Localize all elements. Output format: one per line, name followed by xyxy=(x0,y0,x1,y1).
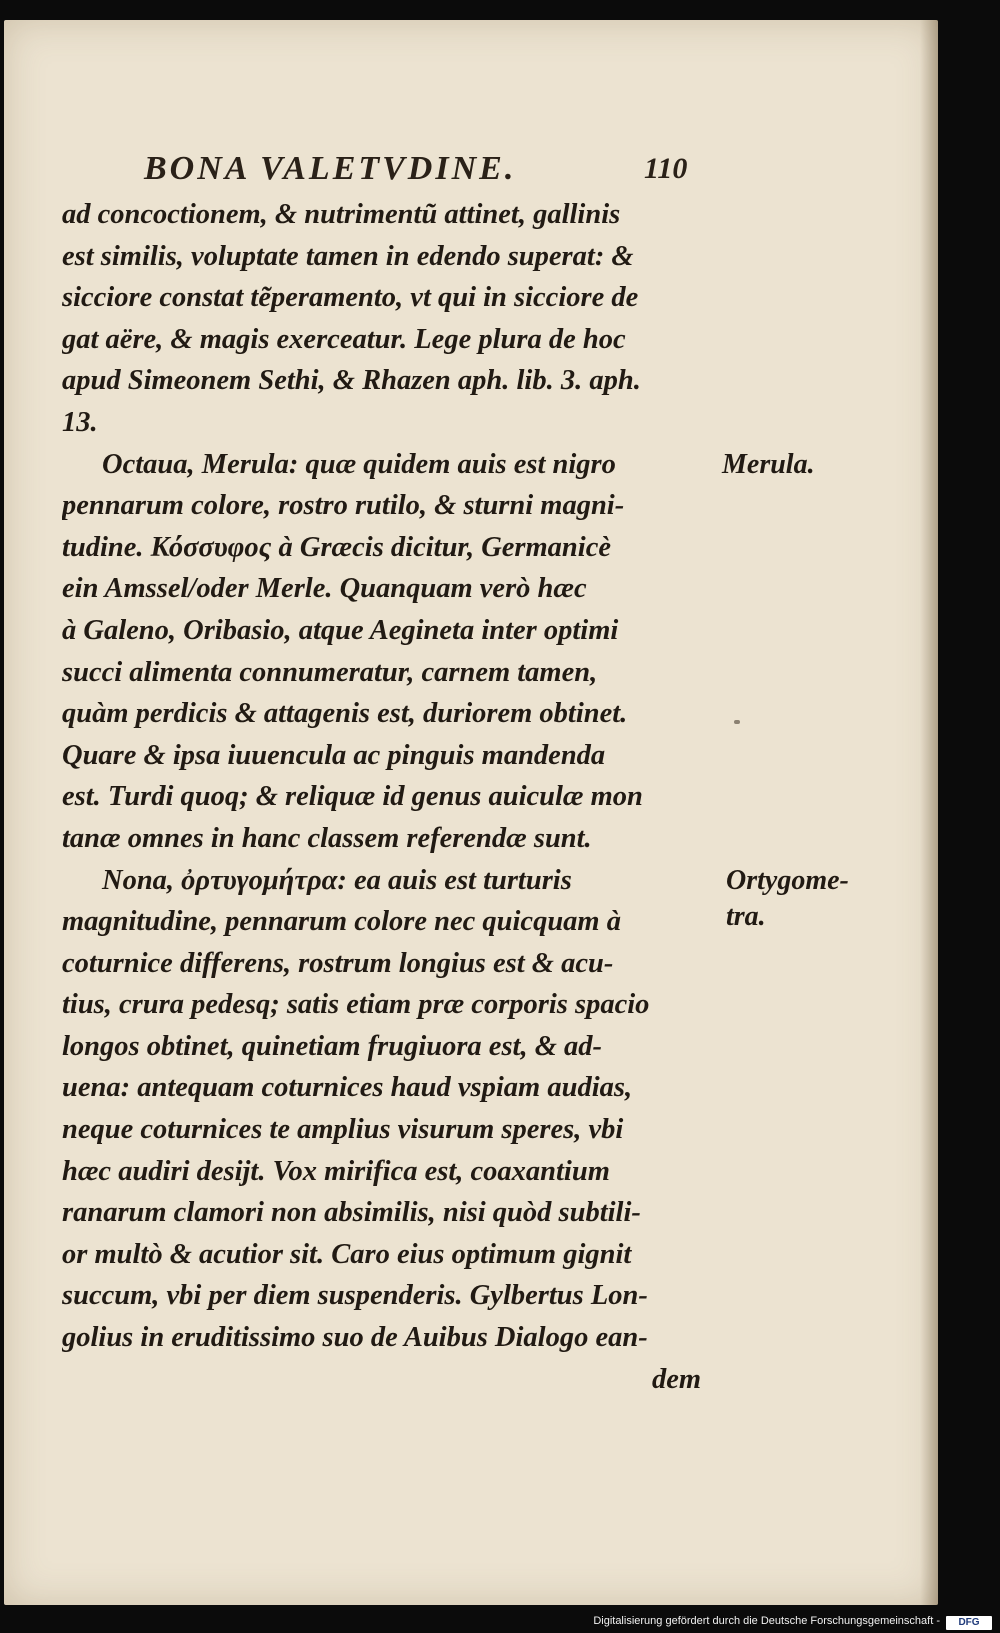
text-line: est similis, voluptate tamen in edendo superat: & xyxy=(62,240,634,272)
text-line: tius, crura pedesq; satis etiam præ corporis spacio xyxy=(62,989,650,1021)
running-head: BONA VALETVDINE. xyxy=(144,150,517,187)
text-line: longos obtinet, quinetiam frugiuora est, & ad- xyxy=(62,1030,602,1062)
text-line: hæc audiri desijt. Vox mirifica est, coaxantium xyxy=(62,1155,610,1187)
text-line: magnitudine, pennarum colore nec quicquam à xyxy=(62,906,621,938)
margin-note-merula: Merula. xyxy=(722,449,815,480)
page-body-text xyxy=(62,194,722,1400)
book-page xyxy=(4,20,938,1605)
text-line: coturnice differens, rostrum longius est & acu- xyxy=(62,947,614,979)
text-line: golius in eruditissimo suo de Auibus Dialogo ean- xyxy=(62,1322,648,1354)
margin-note-ortygometra-cont: tra. xyxy=(726,901,766,932)
text-line: sicciore constat tẽperamento, vt qui in sicciore de xyxy=(62,282,639,314)
text-line: ranarum clamori non absimilis, nisi quòd subtili- xyxy=(62,1197,641,1229)
text-line: apud Simeonem Sethi, & Rhazen aph. lib. 3. aph. xyxy=(62,365,641,397)
ink-speck xyxy=(734,720,740,724)
text-line: 13. xyxy=(62,406,98,438)
page-number: 110 xyxy=(644,152,688,185)
catchword: dem xyxy=(652,1363,702,1395)
paragraph-start-line: Nona, ὀρτυγομήτρα: ea auis est turturis xyxy=(102,864,572,896)
text-line: Quare & ipsa iuuencula ac pinguis mandenda xyxy=(62,739,606,771)
text-line: tudine. Κόσσυφος à Græcis dicitur, Germanicè xyxy=(62,531,612,563)
text-line: tanæ omnes in hanc classem referendæ sunt. xyxy=(62,822,592,854)
text-line: quàm perdicis & attagenis est, duriorem obtinet. xyxy=(62,698,628,730)
text-line: ad concoctionem, & nutrimentũ attinet, gallinis xyxy=(62,199,621,230)
text-line: ein Amssel/oder Merle. Quanquam verò hæc xyxy=(62,573,587,605)
dfg-logo: DFG xyxy=(946,1616,992,1630)
margin-note-ortygometra: Ortygome- xyxy=(726,865,849,896)
text-line: gat aëre, & magis exerceatur. Lege plura de hoc xyxy=(62,323,626,355)
text-line: est. Turdi quoq; & reliquæ id genus auiculæ mon xyxy=(62,781,643,813)
text-line: neque coturnices te amplius visurum speres, vbi xyxy=(62,1114,624,1146)
text-line: succum, vbi per diem suspenderis. Gylbertus Lon- xyxy=(62,1280,648,1312)
text-line: uena: antequam coturnices haud vspiam audias, xyxy=(62,1072,633,1104)
text-line: à Galeno, Oribasio, atque Aegineta inter optimi xyxy=(62,614,619,646)
text-line: succi alimenta connumeratur, carnem tamen, xyxy=(62,656,598,688)
text-line: or multò & acutior sit. Caro eius optimum gignit xyxy=(62,1238,632,1270)
digitization-credit: Digitalisierung gefördert durch die Deutsche Forschungsgemeinschaft - xyxy=(593,1615,940,1627)
text-line: pennarum colore, rostro rutilo, & sturni magni- xyxy=(62,490,625,522)
paragraph-start-line: Octaua, Merula: quæ quidem auis est nigro xyxy=(102,448,616,480)
